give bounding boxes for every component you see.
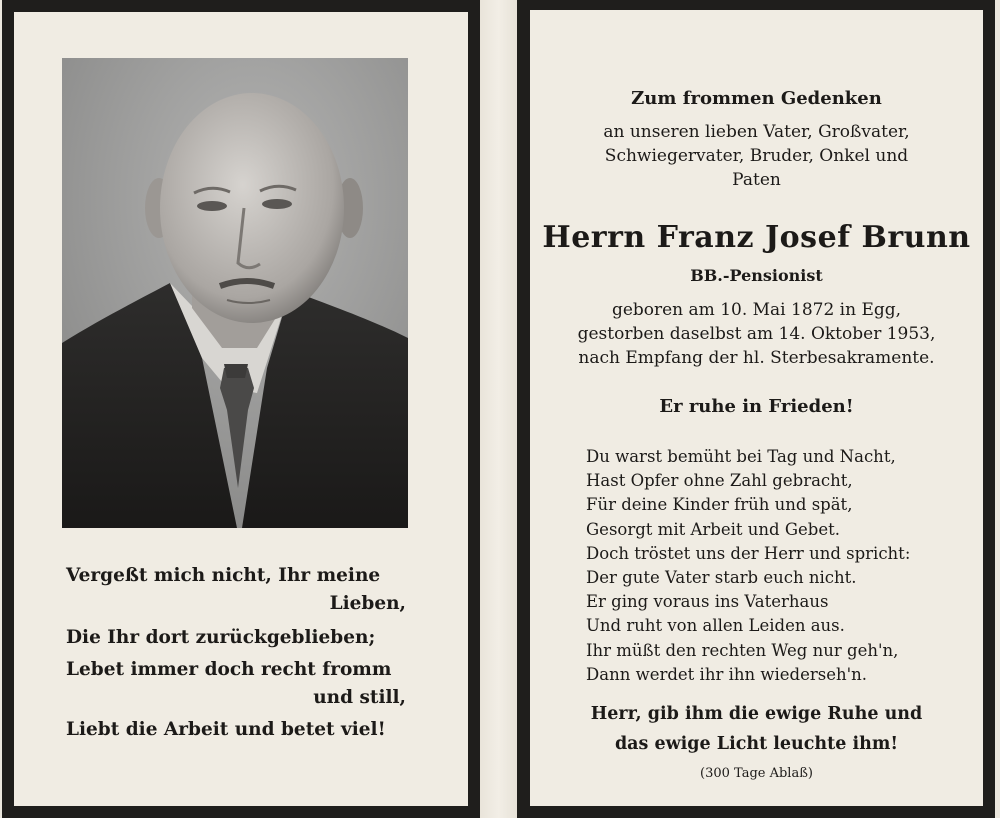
- poem-line: Dann werdet ihr ihn wiederseh'n.: [586, 664, 867, 684]
- intro-line: Paten: [732, 170, 781, 190]
- verse-line: Vergeßt mich nicht, Ihr meine: [66, 565, 381, 586]
- poem-line: Doch tröstet uns der Herr und spricht:: [586, 543, 911, 563]
- date-line: nach Empfang der hl. Sterbesakramente.: [578, 348, 935, 368]
- closing-prayer-line: Herr, gib ihm die ewige Ruhe und: [590, 704, 923, 724]
- verse-line: und still,: [313, 687, 406, 708]
- left-card-border: [2, 0, 480, 818]
- verse-line: Lieben,: [329, 593, 406, 614]
- deceased-name: Herrn Franz Josef Brunn: [542, 220, 971, 255]
- poem-line: Und ruht von allen Leiden aus.: [586, 616, 845, 636]
- poem-line: Der gute Vater starb euch nicht.: [586, 568, 857, 588]
- verse-line: Liebt die Arbeit und betet viel!: [66, 719, 386, 740]
- poem-line: Hast Opfer ohne Zahl gebracht,: [586, 471, 853, 491]
- card-fold-gutter: [480, 0, 517, 818]
- verse-line: Die Ihr dort zurückgeblieben;: [66, 627, 376, 648]
- right-card-border: [517, 0, 995, 818]
- closing-prayer-line: das ewige Licht leuchte ihm!: [614, 734, 899, 754]
- poem-line: Gesorgt mit Arbeit und Gebet.: [586, 519, 840, 539]
- poem-line: Er ging voraus ins Vaterhaus: [586, 592, 829, 612]
- intro-line: Schwiegervater, Bruder, Onkel und: [604, 146, 909, 166]
- poem-line: Ihr müßt den rechten Weg nur geh'n,: [586, 640, 899, 660]
- date-line: geboren am 10. Mai 1872 in Egg,: [611, 300, 902, 320]
- memorial-heading: Zum frommen Gedenken: [631, 88, 882, 109]
- right-card-paper: [530, 10, 983, 806]
- portrait-photo: [62, 58, 408, 528]
- deceased-title: BB.-Pensionist: [690, 266, 823, 285]
- left-card-paper: [14, 12, 468, 806]
- verse-line: Lebet immer doch recht fromm: [66, 659, 392, 680]
- indulgence-note: (300 Tage Ablaß): [700, 766, 813, 781]
- poem: [586, 445, 966, 687]
- portrait-illustration: [62, 58, 408, 528]
- intro-line: an unseren lieben Vater, Großvater,: [603, 122, 910, 142]
- poem-line: Für deine Kinder früh und spät,: [586, 495, 853, 515]
- poem-line: Du warst bemüht bei Tag und Nacht,: [586, 447, 896, 466]
- left-verse: [66, 562, 406, 744]
- rest-in-peace: Er ruhe in Frieden!: [659, 396, 854, 417]
- date-line: gestorben daselbst am 14. Oktober 1953,: [577, 324, 936, 344]
